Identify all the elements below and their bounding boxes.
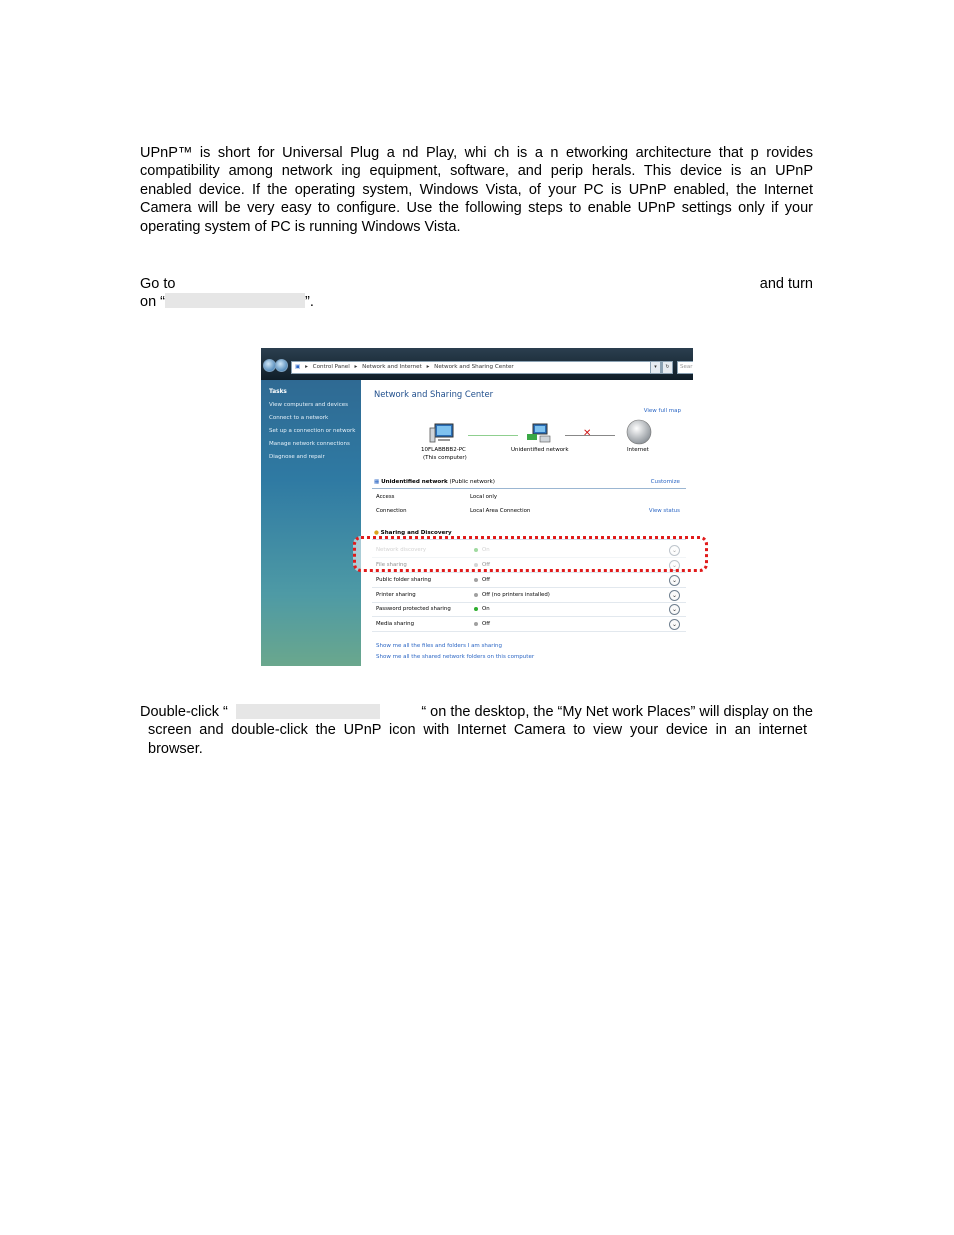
network-icon <box>525 422 553 444</box>
status-off-icon <box>474 578 478 582</box>
sharing-label: Public folder sharing <box>376 577 432 583</box>
refresh-button[interactable]: ↻ <box>662 361 673 374</box>
status-off-icon <box>474 622 478 626</box>
chevron-down-icon[interactable]: ⌄ <box>669 590 680 601</box>
status-on-icon <box>474 607 478 611</box>
doubleclick-prefix: Double-click “ <box>140 704 228 720</box>
intro-paragraph <box>140 144 813 236</box>
window-titlebar <box>261 348 693 380</box>
task-setup-connection[interactable]: Set up a connection or network <box>269 428 356 434</box>
and-turn-text: and turn <box>759 276 813 292</box>
customize-link[interactable]: Customize <box>650 479 680 485</box>
doubleclick-suffix: “ on the desktop, the “My Net work Places” will display on the <box>421 704 813 720</box>
page-title: Network and Sharing Center <box>374 389 494 399</box>
redacted-setting-name <box>165 293 305 308</box>
intro-line: UPnP™ is short for Universal Plug a nd Play, whi ch is a n etworking architecture that p rovides <box>140 145 813 161</box>
access-row <box>372 490 686 504</box>
internet-globe-icon <box>625 418 653 446</box>
tasks-title: Tasks <box>269 389 287 395</box>
chevron-down-icon[interactable]: ⌄ <box>669 619 680 630</box>
intro-line: Camera will be very easy to configure. Use the following steps to enable UPnP settings only if your <box>140 200 813 217</box>
step2-line: browser. <box>148 740 203 757</box>
task-connect-network[interactable]: Connect to a network <box>269 415 329 421</box>
chevron-down-icon[interactable]: ⌄ <box>669 575 680 586</box>
breadcrumb-control-panel[interactable]: Control Panel <box>312 364 350 370</box>
redacted-desktop-icon-name <box>236 704 380 719</box>
breadcrumb-network-internet[interactable]: Network and Internet <box>362 364 422 370</box>
chevron-down-icon[interactable]: ⌄ <box>669 604 680 615</box>
computer-subtitle: (This computer) <box>423 455 467 461</box>
computer-name: 10FLABBBB2-PC <box>421 447 466 453</box>
network-section-header <box>372 477 686 489</box>
network-folder-icon: ▣ <box>295 364 301 370</box>
on-suffix: ”. <box>305 294 314 311</box>
chevron-right-icon: ▸ <box>426 364 430 370</box>
sharing-label: Password protected sharing <box>376 606 451 612</box>
sharing-value: Off (no printers installed) <box>482 592 550 598</box>
sharing-row-password <box>372 602 686 617</box>
forward-button[interactable] <box>275 359 288 372</box>
connection-value: Local Area Connection <box>470 508 531 514</box>
task-diagnose-repair[interactable]: Diagnose and repair <box>269 454 325 460</box>
network-name: Unidentified network <box>381 479 448 485</box>
intro-line: enabled device. If the operating system, Windows Vista, of your PC is UPnP enabled, the Internet <box>140 181 813 198</box>
show-shared-files-link[interactable]: Show me all the files and folders I am sharing <box>376 643 503 649</box>
sharing-value: Off <box>482 621 490 627</box>
internet-label: Internet <box>627 447 649 453</box>
view-full-map-link[interactable]: View full map <box>643 408 681 414</box>
sharing-value: On <box>482 606 490 612</box>
computer-icon <box>429 422 455 444</box>
sharing-row-printer <box>372 588 686 603</box>
chevron-right-icon: ▸ <box>305 364 308 370</box>
chevron-right-icon: ▸ <box>354 364 358 370</box>
task-view-computers[interactable]: View computers and devices <box>269 402 348 408</box>
access-label: Access <box>376 494 395 500</box>
step-doubleclick-paragraph <box>140 703 813 758</box>
tasks-sidebar <box>261 380 361 666</box>
status-off-icon <box>474 593 478 597</box>
sharing-icon: ● <box>374 530 379 536</box>
access-value: Local only <box>470 494 498 500</box>
connection-row <box>372 504 686 518</box>
network-sharing-screenshot <box>261 348 693 666</box>
disconnected-x-icon: ✕ <box>583 428 592 439</box>
task-manage-connections[interactable]: Manage network connections <box>269 441 350 447</box>
connection-label: Connection <box>376 508 407 514</box>
step2-line: screen and double-click the UPnP icon with Internet Camera to view your device in an internet <box>148 722 807 739</box>
address-bar[interactable] <box>291 361 662 374</box>
network-label: Unidentified network <box>511 447 569 453</box>
network-bench-icon: ▦ <box>374 479 380 485</box>
goto-text: Go to <box>140 276 176 292</box>
network-type: (Public network) <box>449 479 495 485</box>
sharing-label: Media sharing <box>376 621 414 627</box>
address-dropdown-button[interactable]: ▾ <box>650 361 661 374</box>
connection-line-ok <box>468 435 518 436</box>
intro-line: compatibility among network ing equipment, software, and perip herals. This device is an UPnP <box>140 163 813 180</box>
sharing-row-media <box>372 617 686 632</box>
search-input[interactable]: Sear <box>677 361 693 374</box>
sharing-row-public-folder <box>372 573 686 588</box>
breadcrumb-sharing-center[interactable]: Network and Sharing Center <box>434 364 514 370</box>
on-prefix: on “ <box>140 294 165 311</box>
sharing-label: Printer sharing <box>376 592 416 598</box>
sharing-value: Off <box>482 577 490 583</box>
network-discovery-highlight <box>353 536 708 572</box>
sharing-title: Sharing and Discovery <box>380 530 452 536</box>
view-status-link[interactable]: View status <box>648 508 680 514</box>
step-goto-paragraph <box>140 275 813 312</box>
show-shared-folders-link[interactable]: Show me all the shared network folders on this computer <box>376 654 535 660</box>
intro-line: operating system of PC is running Windows Vista. <box>140 218 461 235</box>
main-pane <box>361 380 693 666</box>
